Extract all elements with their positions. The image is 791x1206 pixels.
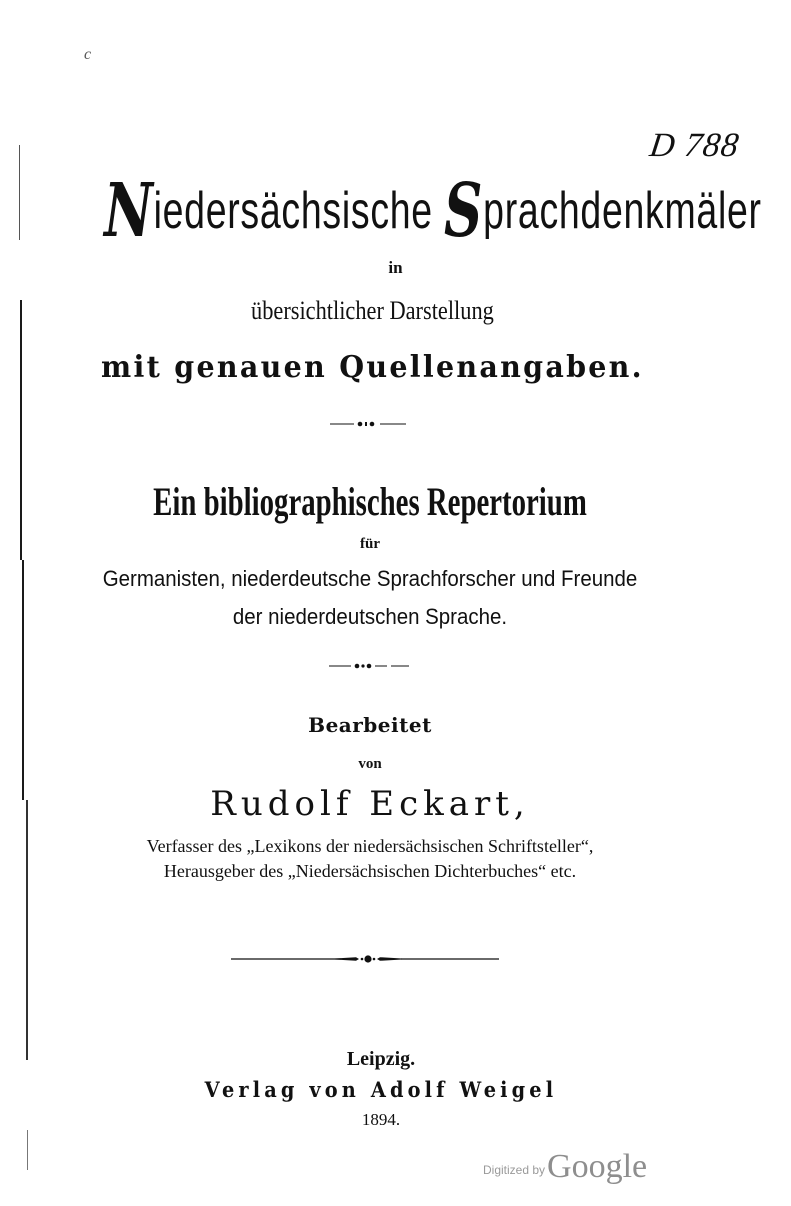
binding-edge-line: [20, 300, 22, 560]
audience-line-1: Germanisten, niederdeutsche Sprachforscher und Freunde: [102, 566, 638, 591]
binding-edge-line: [19, 145, 20, 240]
connector-in: in: [388, 258, 403, 277]
small-rule-ornament: [329, 662, 411, 670]
audience-line-2: der niederdeutschen Sprache.: [232, 604, 508, 629]
author-credit-line-1: Verfasser des „Lexikons der niedersächsischen Schriftsteller“,: [146, 836, 594, 856]
large-rule-ornament: [231, 954, 501, 964]
watermark-prefix: Digitized by: [483, 1163, 546, 1177]
handwritten-shelfmark: D 788: [647, 127, 742, 164]
connector-fuer: für: [360, 536, 380, 552]
digitized-watermark: [483, 1148, 647, 1186]
title-part2: prachdenkmäler: [483, 182, 762, 240]
author-credit-line-2: Herausgeber des „Niedersächsischen Dichterbuches“ etc.: [163, 861, 577, 881]
imprint-year: 1894.: [361, 1110, 401, 1129]
binding-edge-line: [27, 1130, 28, 1170]
repertorium-heading: Ein bibliographisches Repertorium: [153, 479, 587, 524]
title-part1: iedersächsische: [153, 182, 444, 240]
pencil-mark: c: [84, 46, 92, 63]
edited-by-label: Bearbeitet: [308, 713, 432, 737]
author-name: Rudolf Eckart,: [210, 784, 530, 824]
title-initial-n: N: [104, 168, 154, 254]
title-initial-s: S: [443, 168, 484, 254]
small-rule-ornament: [330, 420, 416, 428]
imprint-city: Leipzig.: [346, 1048, 416, 1070]
subtitle-line-1: übersichtlicher Darstellung: [251, 296, 494, 325]
google-logo-text: Google: [547, 1148, 648, 1185]
imprint-publisher: Verlag von Adolf Weigel: [204, 1077, 558, 1102]
connector-von: von: [358, 756, 382, 772]
main-title: [104, 168, 762, 254]
subtitle-line-2: mit genauen Quellenangaben.: [101, 350, 644, 385]
